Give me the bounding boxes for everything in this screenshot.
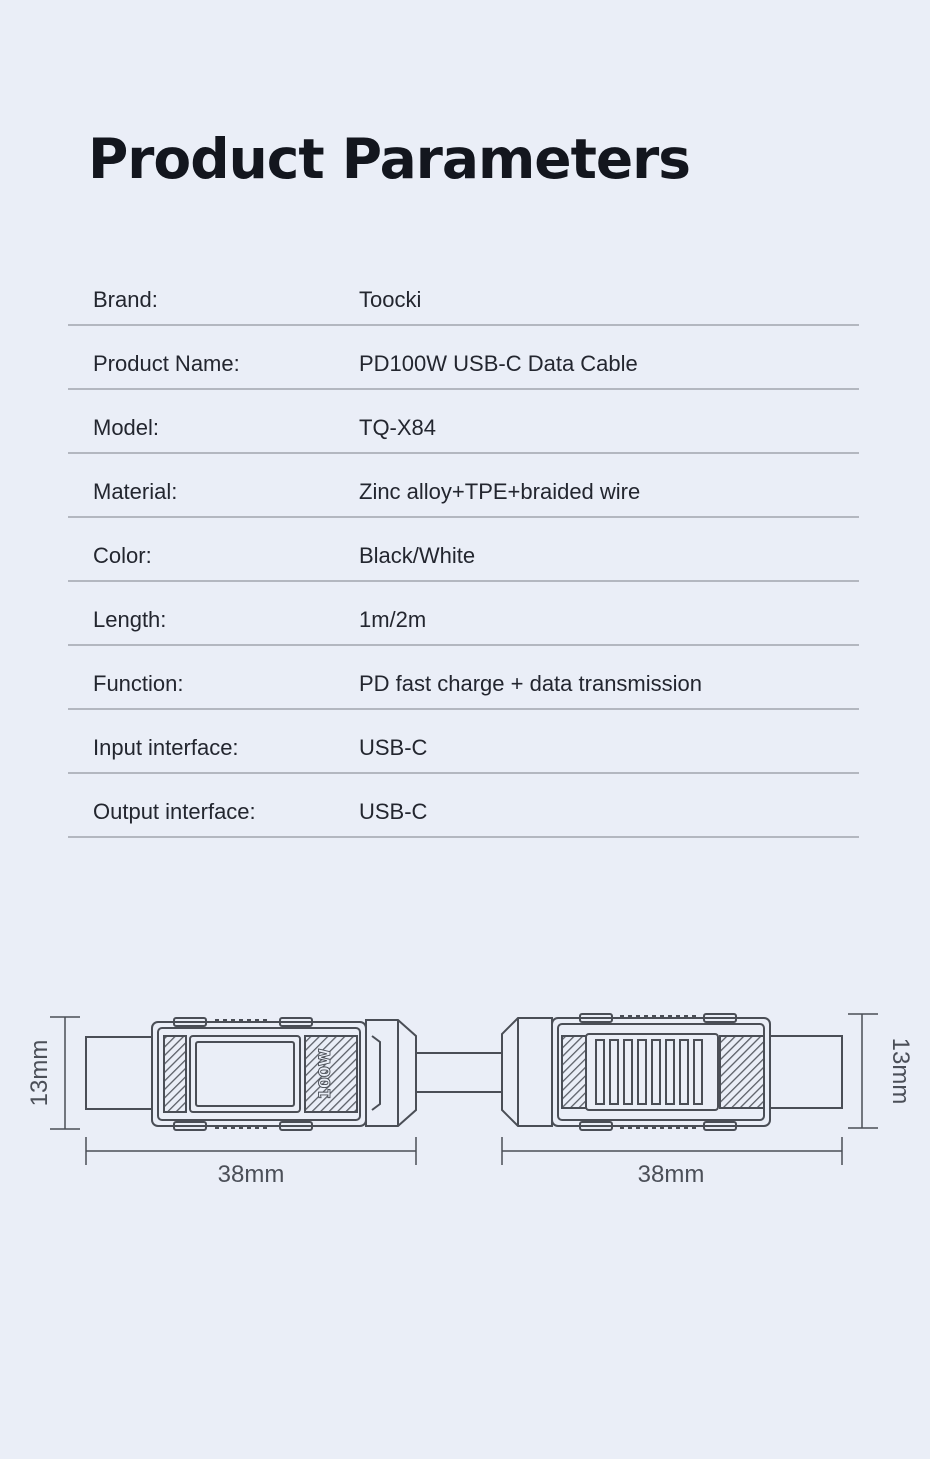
spec-table bbox=[68, 262, 859, 838]
spec-row-brand bbox=[68, 262, 859, 326]
spec-value: PD fast charge + data transmission bbox=[359, 671, 702, 696]
spec-row-function bbox=[68, 646, 859, 710]
page-title: Product Parameters bbox=[88, 127, 691, 191]
spec-row-output-interface bbox=[68, 774, 859, 838]
spec-value: Zinc alloy+TPE+braided wire bbox=[359, 479, 641, 504]
right-height-label: 13mm bbox=[887, 1037, 914, 1105]
spec-label: Product Name: bbox=[93, 351, 240, 376]
right-length-label: 38mm bbox=[637, 1161, 705, 1188]
cable-dimension-diagram bbox=[0, 990, 930, 1210]
spec-value: Black/White bbox=[359, 543, 476, 568]
spec-row-color bbox=[68, 518, 859, 582]
cable-segment bbox=[416, 1053, 504, 1092]
spec-row-input-interface bbox=[68, 710, 859, 774]
spec-value: TQ-X84 bbox=[359, 415, 437, 440]
spec-label: Color: bbox=[93, 543, 152, 568]
spec-label: Brand: bbox=[93, 287, 158, 312]
right-height-dimension bbox=[848, 1014, 878, 1128]
spec-label: Model: bbox=[93, 415, 160, 440]
right-connector bbox=[502, 1014, 842, 1130]
spec-label: Output interface: bbox=[93, 799, 256, 824]
spec-value: USB-C bbox=[359, 799, 428, 824]
spec-value: PD100W USB-C Data Cable bbox=[359, 351, 638, 376]
spec-value: 1m/2m bbox=[359, 607, 427, 632]
spec-value: Toocki bbox=[359, 287, 422, 312]
spec-label: Material: bbox=[93, 479, 178, 504]
spec-row-model bbox=[68, 390, 859, 454]
spec-label: Function: bbox=[93, 671, 184, 696]
engraving-100w: 100W bbox=[315, 1048, 334, 1100]
spec-row-product-name bbox=[68, 326, 859, 390]
left-length-label: 38mm bbox=[217, 1161, 285, 1188]
cable-line-drawing bbox=[0, 990, 930, 1210]
spec-row-material bbox=[68, 454, 859, 518]
left-connector bbox=[86, 1018, 416, 1130]
spec-label: Length: bbox=[93, 607, 167, 632]
spec-value: USB-C bbox=[359, 735, 428, 760]
spec-label: Input interface: bbox=[93, 735, 239, 760]
spec-row-length bbox=[68, 582, 859, 646]
left-height-label: 13mm bbox=[26, 1039, 53, 1107]
left-height-dimension bbox=[50, 1017, 80, 1129]
